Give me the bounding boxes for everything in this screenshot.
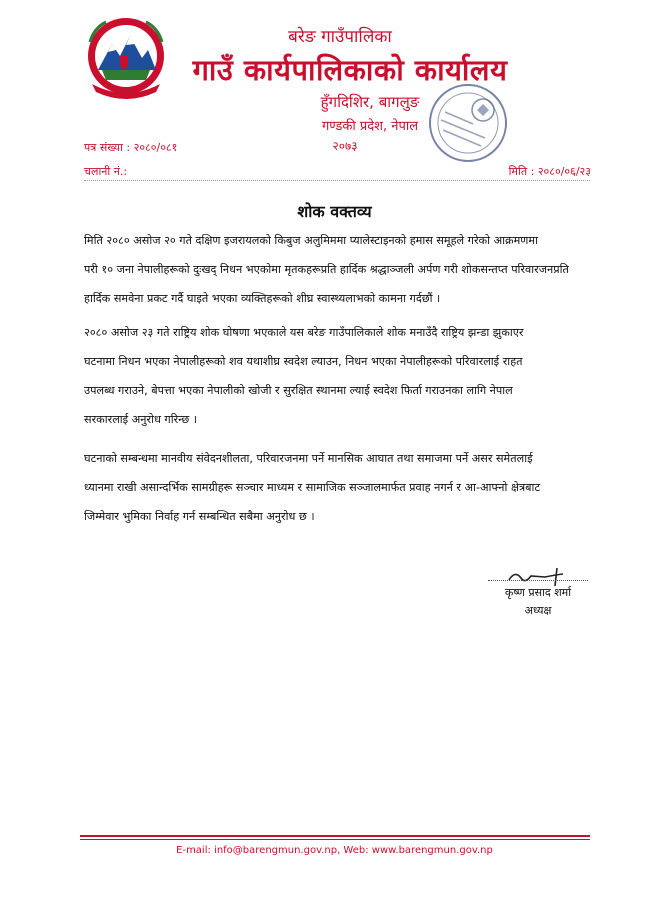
office-name: गाउँ कार्यपालिकाको कार्यालय: [192, 53, 508, 87]
paragraph-line: हार्दिक समवेना प्रकट गर्दै घाइते भएका व्यक्तिहरूको शीघ्र स्वास्थ्यलाभको कामना गर्दछौं ।: [84, 292, 441, 305]
footer-divider-thin: [80, 839, 590, 840]
letter-number: पत्र संख्या : २०८०/०८१: [84, 141, 178, 154]
office-address: हुँगदिशिर, बागलुङ: [320, 93, 420, 111]
footer-divider: [80, 835, 590, 837]
dispatch-number: चलानी नं.:: [84, 165, 128, 178]
paragraph-2: [84, 318, 590, 434]
signature-line: [488, 580, 588, 581]
nepal-emblem-logo: [84, 12, 168, 102]
letter-date: मिति : २०८०/०६/२३: [508, 165, 591, 178]
paragraph-line: ध्यानमा राखी असान्दर्भिक सामग्रीहरू सञ्चार माध्यम र सामाजिक सञ्जालमार्फत प्रवाह नगर्न र आ-आफ्नो क्षेत्रबाट: [84, 481, 541, 494]
province-country: गण्डकी प्रदेश, नेपाल: [321, 119, 419, 134]
statement-title: शोक वक्तव्य: [297, 202, 372, 221]
paragraph-1: [84, 226, 590, 313]
office-seal-stamp: [425, 80, 511, 166]
signatory-name: कृष्ण प्रसाद शर्मा: [504, 586, 572, 599]
paragraph-line: २०८० असोज २३ गते राष्ट्रिय शोक घोषणा भएकाले यस बरेङ गाउँपालिकाले शोक मनाउँदै राष्ट्रिय झन्डा झुकाएर: [84, 326, 524, 339]
municipality-name: बरेङ गाउँपालिका: [288, 27, 392, 47]
establishment-year: २०७३: [332, 139, 358, 153]
signatory-title: अध्यक्ष: [524, 604, 552, 617]
header-divider: [84, 180, 590, 181]
paragraph-3: [84, 444, 590, 531]
paragraph-line: परी १० जना नेपालीहरूको दुःखद् निधन भएकोमा मृतकहरूप्रति हार्दिक श्रद्धाञ्जली अर्पण गरी शोकसन्तप्त परिवारजनप्रति: [84, 263, 569, 276]
paragraph-line: सरकारलाई अनुरोध गरिन्छ ।: [84, 413, 198, 426]
paragraph-line: उपलब्ध गराउने, बेपत्ता भएका नेपालीको खोजी र सुरक्षित स्थानमा ल्याई स्वदेश फिर्ता गराउनका लागि नेपाल: [84, 384, 513, 397]
paragraph-line: जिम्मेवार भुमिका निर्वाह गर्न सम्बन्धित सबैमा अनुरोध छ ।: [84, 510, 315, 523]
paragraph-line: घटनामा निधन भएका नेपालीहरूको शव यथाशीघ्र स्वदेश ल्याउन, निधन भएका नेपालीहरूको परिवारलाई राहत: [84, 355, 523, 368]
paragraph-line: घटनाको सम्बन्धमा मानवीय संवेदनशीलता, परिवारजनमा पर्ने मानसिक आघात तथा समाजमा पर्ने असर समेतलाई: [84, 452, 533, 465]
paragraph-line: मिति २०८० असोज २० गते दक्षिण इजरायलको किबुज अलुमिममा प्यालेस्टाइनको हमास समूहले गरेको आक्रमणमा: [84, 234, 538, 247]
footer-contact: E-mail: info@barengmun.gov.np, Web: www.barengmun.gov.np: [176, 845, 493, 856]
